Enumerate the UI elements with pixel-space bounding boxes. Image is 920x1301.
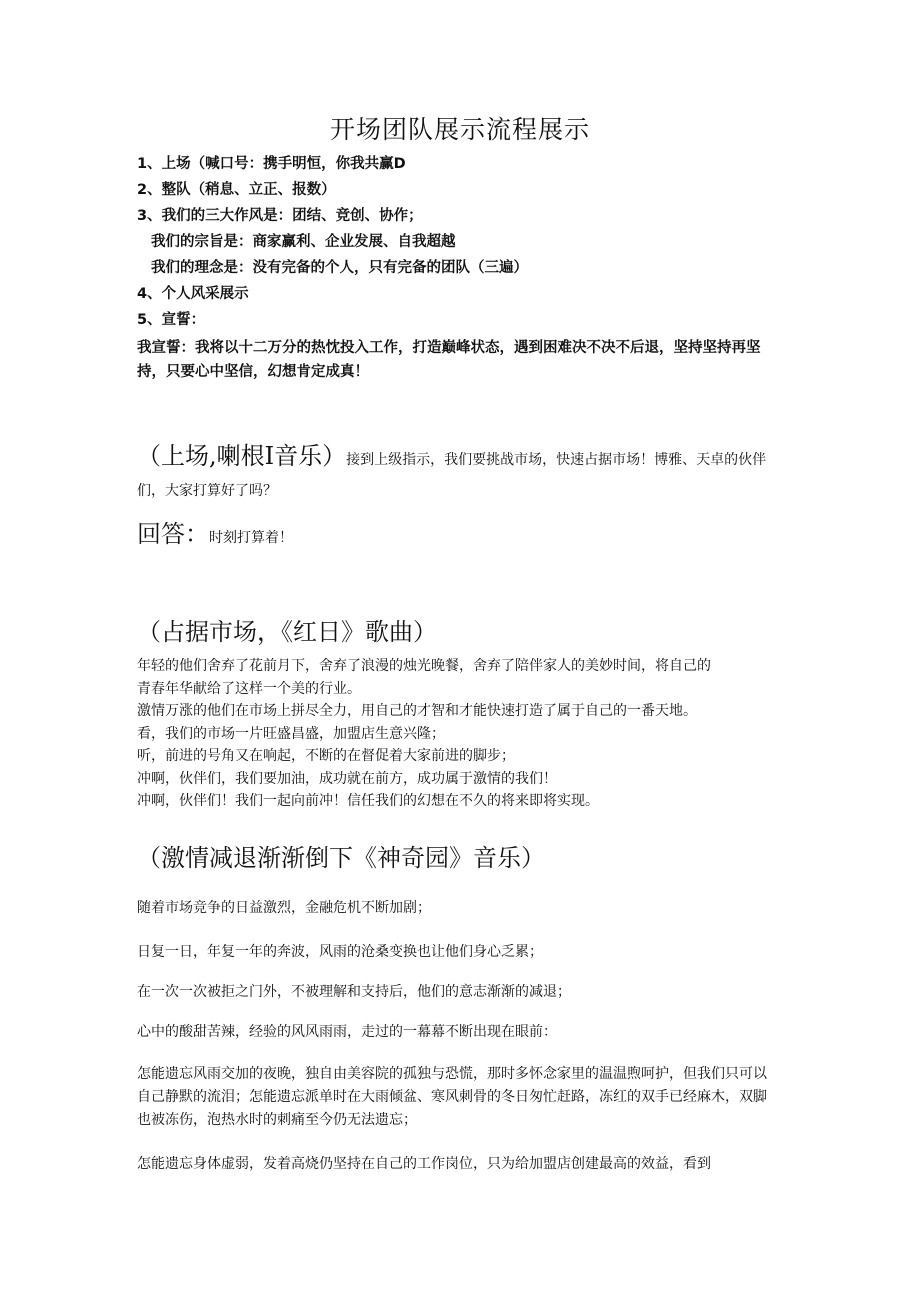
- scene2-line: 冲啊，伙伴们！我们一起向前冲！信任我们的幻想在不久的将来即将实现。: [137, 793, 599, 809]
- answer-line: [137, 514, 777, 549]
- step-3-philosophy: 我们的理念是：没有完备的个人，只有完备的团队（三遍）: [151, 260, 528, 276]
- scene2-line: 年轻的他们舍弃了花前月下，舍弃了浪漫的烛光晚餐，舍弃了陪伴家人的美妙时间，将自己的: [137, 658, 711, 674]
- scene3-p3: 在一次一次被拒之门外，不被理解和支持后，他们的意志渐渐的减退；: [137, 984, 571, 1000]
- step-list: [137, 151, 777, 333]
- scene1-block: [137, 441, 777, 506]
- scene3-p5: 怎能遗忘风雨交加的夜晚，独自由美容院的孤独与恐慌，那时多怀念家里的温温煦呵护，但我们只可以自己静默的流泪；怎能遗忘派单时在大雨倾盆、寒风刺骨的冬日匆忙赶路，冻红的双手已经麻木，双脚也被冻伤，泡热水时的刺痛至今仍无法遗忘；: [137, 1066, 767, 1128]
- scene3-p2: 日复一日，年复一年的奔波，风雨的沧桑变换也让他们身心乏累；: [137, 944, 543, 960]
- scene1-heading: （上场,喇根Ⅰ音乐）: [137, 442, 347, 470]
- oath-text: 我宣誓：我将以十二万分的热忱投入工作，打造巅峰状态，遇到困难决不决不后退，坚持坚持再坚持，只要心中坚信，幻想肯定成真！: [137, 340, 761, 380]
- scene2-line: 冲啊，伙伴们，我们要加油，成功就在前方，成功属于激情的我们！: [137, 770, 557, 787]
- step-2: 2、整队（稍息、立正、报数）: [137, 182, 336, 198]
- scene3-p1: 随着市场竞争的日益激烈，金融危机不断加剧；: [137, 900, 431, 916]
- scene2-line: 青春年华献给了这样一个美的行业。: [137, 680, 361, 697]
- answer-text: 时刻打算着！: [209, 530, 293, 546]
- scene2-lines: [137, 655, 777, 813]
- scene2-line: 听，前进的号角又在响起，不断的在督促着大家前进的脚步；: [137, 748, 515, 764]
- step-4: 4、个人风采展示: [137, 286, 249, 302]
- step-5: 5、宣誓：: [137, 312, 206, 328]
- scene1-text: 接到上级指示，我们要挑战市场，快速占据市场！博雅、天卓的伙伴们，大家打算好了吗？: [137, 452, 767, 499]
- scene3-p4: 心中的酸甜苦辣，经验的风风雨雨，走过的一幕幕不断出现在眼前：: [137, 1024, 557, 1040]
- step-3-purpose: 我们的宗旨是：商家赢利、企业发展、自我超越: [151, 234, 456, 250]
- answer-label: 回答：: [137, 520, 209, 548]
- scene2-heading: （占据市场，《红日》歌曲）: [137, 618, 437, 646]
- step-1: 1、上场（喊口号：携手明恒，你我共赢D: [137, 156, 406, 172]
- scene3-p6: 怎能遗忘身体虚弱，发着高烧仍坚持在自己的工作岗位，只为给加盟店创建最高的效益，看到: [137, 1156, 711, 1172]
- scene2-line: 激情万涨的他们在市场上拼尽全力，用自己的才智和才能快速打造了属于自己的一番天地。: [137, 703, 697, 719]
- scene3-heading: （激情减退渐渐倒下《神奇园》音乐）: [137, 844, 545, 872]
- step-3: 3、我们的三大作风是：团结、竞创、协作；: [137, 208, 423, 224]
- page-title: 开场团队展示流程展示: [329, 115, 590, 144]
- scene2-line: 看，我们的市场一片旺盛昌盛，加盟店生意兴隆；: [137, 725, 445, 742]
